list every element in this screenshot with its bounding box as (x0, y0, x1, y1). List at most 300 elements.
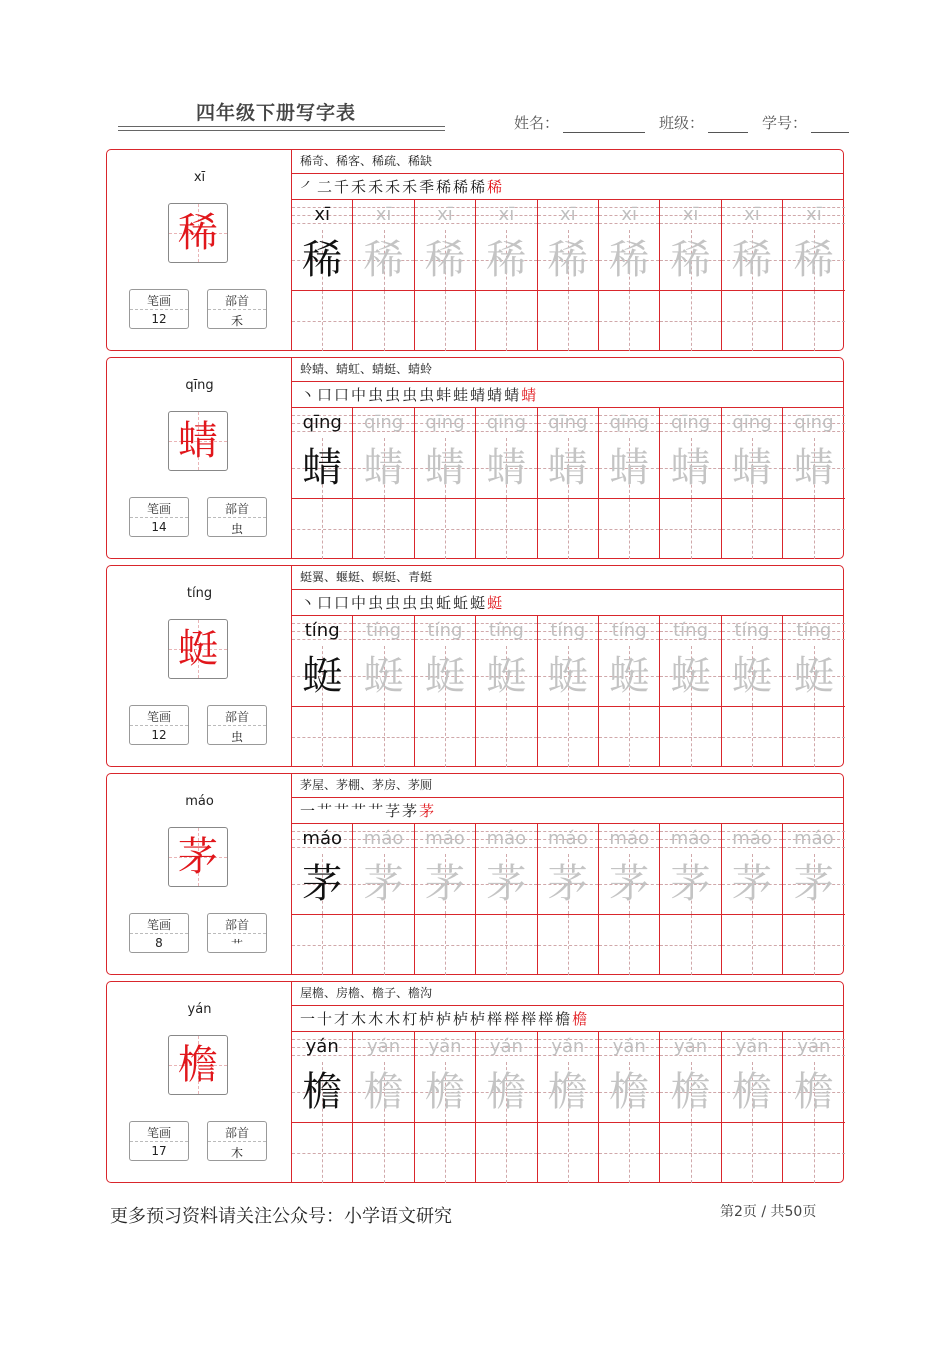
blank-practice-cell[interactable] (722, 291, 783, 351)
blank-practice-cell[interactable] (353, 1123, 414, 1183)
blank-practice-cell[interactable] (292, 291, 353, 351)
tracing-cell[interactable] (353, 438, 414, 499)
tracing-cell[interactable] (722, 854, 783, 915)
pinyin-practice-cell[interactable] (353, 408, 414, 438)
pinyin-trace: qīng (670, 412, 711, 433)
name-field[interactable] (514, 112, 645, 133)
pinyin-practice-cell[interactable] (292, 616, 353, 646)
blank-practice-cell[interactable] (538, 915, 599, 975)
stroke-order (300, 800, 436, 821)
character-summary (107, 358, 292, 558)
pinyin-practice-cell[interactable] (476, 408, 537, 438)
stroke-count-value: 12 (151, 312, 167, 326)
character-trace: 蜓 (731, 653, 772, 699)
character-summary (107, 566, 292, 766)
title-underline-bottom (118, 130, 445, 131)
tracing-cell[interactable] (476, 230, 537, 291)
worksheet-title: 四年级下册写字表 (196, 102, 357, 124)
character-trace: 蜻 (302, 445, 343, 491)
character-trace: 蜻 (547, 445, 588, 491)
radical-value: 虫 (230, 730, 243, 744)
stroke-step: 禾 (368, 178, 386, 196)
blank-practice-cell[interactable] (415, 1123, 476, 1183)
blank-practice-cell[interactable] (660, 291, 721, 351)
example-words: 茅屋、茅棚、茅房、茅厕 (300, 778, 433, 792)
character-summary (107, 982, 292, 1182)
stroke-step: 虫 (419, 386, 437, 404)
stroke-step: 茅 (402, 802, 420, 820)
tracing-cell[interactable] (353, 1062, 414, 1123)
pinyin-practice-cell[interactable] (538, 824, 599, 854)
character-box (168, 1035, 228, 1095)
blank-practice-cell[interactable] (722, 1123, 783, 1183)
pinyin-trace: máo (425, 828, 465, 849)
blank-practice-cell[interactable] (292, 499, 353, 559)
pinyin-practice-cell[interactable] (722, 408, 783, 438)
pinyin-trace: qīng (548, 412, 588, 433)
character-trace: 茅 (424, 861, 465, 907)
pinyin-practice-cell[interactable] (722, 616, 783, 646)
pinyin-trace: tíng (488, 620, 524, 641)
blank-practice-cell[interactable] (538, 1123, 599, 1183)
stroke-step: 榉 (504, 1010, 522, 1028)
blank-practice-cell[interactable] (476, 291, 537, 351)
stroke-step: 艹 (368, 802, 386, 820)
stroke-step: 虫 (385, 594, 403, 612)
character-glyph: 檐 (178, 1042, 218, 1088)
stroke-step: 虫 (402, 594, 420, 612)
blank-practice-cell[interactable] (660, 915, 721, 975)
character-trace: 稀 (302, 237, 343, 283)
tracing-cell[interactable] (722, 646, 783, 707)
pinyin-trace: máo (486, 828, 527, 849)
pinyin-practice-cell[interactable] (353, 1032, 414, 1062)
tracing-cell[interactable] (292, 854, 353, 915)
character-trace: 蜓 (547, 653, 588, 699)
stroke-step: 木 (385, 1010, 403, 1028)
stroke-step: 蚯 (436, 594, 454, 612)
stroke-step: 虫 (419, 594, 437, 612)
stroke-step: 虫 (368, 386, 386, 404)
pinyin-trace: qīng (425, 412, 465, 433)
pinyin-trace: tíng (366, 620, 402, 641)
name-blank[interactable] (563, 116, 645, 133)
example-words: 稀奇、稀客、稀疏、稀缺 (300, 154, 433, 168)
pinyin-trace: tíng (550, 620, 586, 641)
stroke-step: 虫 (402, 386, 420, 404)
radical-box (207, 705, 267, 745)
stroke-step: 蚌 (436, 386, 454, 404)
character-trace: 蜓 (302, 653, 343, 699)
tracing-cell[interactable] (415, 1062, 476, 1123)
blank-practice-cell[interactable] (353, 707, 414, 767)
character-box (168, 827, 228, 887)
blank-practice-cell[interactable] (292, 915, 353, 975)
pinyin-practice-cell[interactable] (599, 408, 660, 438)
blank-practice-cell[interactable] (783, 291, 844, 351)
pinyin-practice-cell[interactable] (476, 1032, 537, 1062)
character-glyph: 蜓 (178, 626, 218, 672)
tracing-cell[interactable] (353, 646, 414, 707)
blank-practice-cell[interactable] (722, 915, 783, 975)
pinyin-practice-cell[interactable] (292, 1032, 353, 1062)
pinyin-trace: yán (797, 1036, 831, 1057)
class-field[interactable] (659, 112, 748, 133)
character-trace: 檐 (486, 1069, 527, 1115)
number-field[interactable] (762, 112, 849, 133)
character-trace: 檐 (609, 1069, 650, 1115)
stroke-step: 禾 (385, 178, 403, 196)
pinyin-practice-cell[interactable] (599, 1032, 660, 1062)
blank-practice-cell[interactable] (599, 915, 660, 975)
pinyin-practice-cell[interactable] (660, 616, 721, 646)
character-trace: 檐 (302, 1069, 343, 1115)
character-trace: 稀 (424, 237, 465, 283)
blank-practice-cell[interactable] (476, 1123, 537, 1183)
pinyin-practice-cell[interactable] (660, 824, 721, 854)
pinyin-trace: qīng (363, 412, 404, 433)
stroke-order (300, 384, 538, 405)
pinyin-practice-cell[interactable] (783, 200, 844, 230)
blank-practice-cell[interactable] (353, 915, 414, 975)
character-trace: 蜓 (486, 653, 527, 699)
blank-practice-cell[interactable] (722, 707, 783, 767)
stroke-step: 丶 (300, 386, 318, 404)
tracing-cell[interactable] (660, 230, 721, 291)
stroke-step: 蜻 (470, 386, 488, 404)
class-blank[interactable] (708, 116, 748, 133)
pinyin-practice-cell[interactable] (415, 1032, 476, 1062)
character-trace: 稀 (363, 237, 404, 283)
stroke-order (300, 1008, 589, 1029)
tracing-cell[interactable] (476, 1062, 537, 1123)
blank-practice-cell[interactable] (783, 915, 844, 975)
tracing-cell[interactable] (599, 438, 660, 499)
character-trace: 茅 (302, 861, 343, 907)
stroke-step: 秊 (419, 178, 437, 196)
student-fields (514, 112, 849, 133)
pinyin-trace: qīng (486, 412, 527, 433)
tracing-cell[interactable] (292, 230, 353, 291)
pinyin-practice-cell[interactable] (476, 616, 537, 646)
stroke-step: 稀 (453, 178, 471, 196)
pinyin-trace: xī (806, 204, 822, 225)
pinyin-practice-cell[interactable] (476, 824, 537, 854)
stroke-step: 朾 (402, 1010, 420, 1028)
pinyin-practice-cell[interactable] (538, 200, 599, 230)
character-trace: 蜓 (424, 653, 465, 699)
blank-practice-cell[interactable] (476, 499, 537, 559)
pinyin-trace: qīng (609, 412, 649, 433)
tracing-cell[interactable] (538, 646, 599, 707)
tracing-cell[interactable] (660, 854, 721, 915)
tracing-cell[interactable] (538, 230, 599, 291)
tracing-cell[interactable] (415, 854, 476, 915)
character-pinyin: máo (185, 794, 214, 809)
tracing-cell[interactable] (292, 646, 353, 707)
tracing-cell[interactable] (783, 646, 844, 707)
tracing-cell[interactable] (783, 854, 844, 915)
tracing-cell[interactable] (660, 1062, 721, 1123)
pinyin-practice-cell[interactable] (353, 616, 414, 646)
tracing-cell[interactable] (538, 854, 599, 915)
blank-practice-cell[interactable] (660, 707, 721, 767)
blank-practice-cell[interactable] (660, 1123, 721, 1183)
character-trace: 蜻 (486, 445, 527, 491)
stroke-step: 二 (317, 178, 335, 196)
pinyin-trace: máo (548, 828, 588, 849)
stroke-step: 栌 (470, 1010, 488, 1028)
blank-practice-cell[interactable] (783, 499, 844, 559)
pinyin-trace: máo (302, 828, 342, 849)
tracing-cell[interactable] (415, 230, 476, 291)
stroke-count-box (129, 289, 189, 329)
tracing-cell[interactable] (538, 1062, 599, 1123)
pinyin-trace: qīng (732, 412, 772, 433)
stroke-step: 艹 (351, 802, 369, 820)
pinyin-trace: yán (551, 1036, 585, 1057)
pinyin-trace: xī (437, 204, 453, 225)
character-card (106, 149, 844, 351)
tracing-cell[interactable] (783, 230, 844, 291)
stroke-step: 榉 (487, 1010, 505, 1028)
blank-practice-cell[interactable] (722, 499, 783, 559)
pinyin-trace: yán (735, 1036, 769, 1057)
blank-practice-cell[interactable] (353, 291, 414, 351)
stroke-step: 栌 (453, 1010, 471, 1028)
character-trace: 稀 (731, 237, 772, 283)
tracing-cell[interactable] (783, 438, 844, 499)
pinyin-trace: qīng (794, 412, 834, 433)
pinyin-practice-cell[interactable] (538, 1032, 599, 1062)
pinyin-practice-cell[interactable] (660, 200, 721, 230)
title-underline-top (118, 126, 445, 127)
pinyin-trace: tíng (427, 620, 463, 641)
blank-practice-cell[interactable] (476, 915, 537, 975)
pinyin-trace: tíng (304, 620, 340, 641)
blank-practice-cell[interactable] (599, 499, 660, 559)
character-card (106, 773, 844, 975)
pinyin-practice-cell[interactable] (353, 200, 414, 230)
tracing-cell[interactable] (660, 646, 721, 707)
tracing-cell[interactable] (599, 854, 660, 915)
pinyin-practice-cell[interactable] (292, 200, 353, 230)
blank-practice-cell[interactable] (660, 499, 721, 559)
stroke-step: 稀 (436, 178, 454, 196)
stroke-step: 稀 (470, 178, 488, 196)
blank-practice-cell[interactable] (599, 1123, 660, 1183)
stroke-step: 艹 (334, 802, 352, 820)
tracing-cell[interactable] (538, 438, 599, 499)
tracing-cell[interactable] (353, 230, 414, 291)
stroke-order (300, 176, 504, 197)
tracing-cell[interactable] (292, 438, 353, 499)
pinyin-practice-cell[interactable] (660, 1032, 721, 1062)
pinyin-practice-cell[interactable] (783, 408, 844, 438)
stroke-step: 虫 (385, 386, 403, 404)
pinyin-practice-cell[interactable] (783, 1032, 844, 1062)
pinyin-trace: tíng (734, 620, 770, 641)
stroke-step: 芓 (385, 802, 403, 820)
pinyin-trace: máo (794, 828, 834, 849)
character-trace: 蜻 (424, 445, 465, 491)
stroke-step: 禾 (351, 178, 369, 196)
pinyin-trace: yán (612, 1036, 646, 1057)
character-trace: 蜓 (609, 653, 650, 699)
character-trace: 檐 (363, 1069, 404, 1115)
blank-practice-cell[interactable] (476, 707, 537, 767)
example-words: 蛉蜻、蜻虹、蜻蜓、蜻蛉 (300, 362, 433, 376)
stroke-step: 蜻 (521, 386, 539, 404)
pinyin-practice-cell[interactable] (415, 616, 476, 646)
pinyin-practice-cell[interactable] (538, 408, 599, 438)
blank-practice-cell[interactable] (599, 707, 660, 767)
pinyin-practice-cell[interactable] (415, 200, 476, 230)
blank-practice-cell[interactable] (415, 291, 476, 351)
pinyin-practice-cell[interactable] (722, 200, 783, 230)
stroke-count-label: 笔画 (146, 294, 171, 308)
character-trace: 茅 (486, 861, 527, 907)
tracing-cell[interactable] (353, 854, 414, 915)
pinyin-practice-cell[interactable] (783, 616, 844, 646)
tracing-cell[interactable] (476, 646, 537, 707)
tracing-cell[interactable] (660, 438, 721, 499)
pinyin-practice-cell[interactable] (476, 200, 537, 230)
stroke-step: 蜻 (487, 386, 505, 404)
character-trace: 蜻 (363, 445, 404, 491)
pinyin-trace: yán (489, 1036, 523, 1057)
tracing-cell[interactable] (476, 854, 537, 915)
pinyin-practice-cell[interactable] (599, 200, 660, 230)
stroke-count-label: 笔画 (146, 710, 171, 724)
pinyin-practice-cell[interactable] (353, 824, 414, 854)
tracing-cell[interactable] (415, 646, 476, 707)
radical-label: 部首 (224, 502, 249, 516)
pinyin-trace: máo (609, 828, 649, 849)
tracing-cell[interactable] (599, 230, 660, 291)
character-trace: 茅 (547, 861, 588, 907)
pinyin-practice-cell[interactable] (292, 408, 353, 438)
stroke-step: 丶 (300, 594, 318, 612)
blank-practice-cell[interactable] (292, 707, 353, 767)
tracing-cell[interactable] (599, 1062, 660, 1123)
blank-practice-cell[interactable] (783, 1123, 844, 1183)
pinyin-practice-cell[interactable] (415, 408, 476, 438)
character-pinyin: xī (193, 170, 206, 185)
pinyin-practice-cell[interactable] (599, 616, 660, 646)
tracing-cell[interactable] (722, 1062, 783, 1123)
pinyin-practice-cell[interactable] (292, 824, 353, 854)
stroke-step: 木 (351, 1010, 369, 1028)
tracing-cell[interactable] (783, 1062, 844, 1123)
stroke-step: 榉 (538, 1010, 556, 1028)
blank-practice-cell[interactable] (353, 499, 414, 559)
pinyin-practice-cell[interactable] (783, 824, 844, 854)
page-indicator: 第2页 / 共50页 (720, 1204, 817, 1220)
character-trace: 稀 (793, 237, 834, 283)
pinyin-trace: yán (428, 1036, 462, 1057)
pinyin-trace: máo (732, 828, 772, 849)
radical-value: 虫 (230, 522, 243, 536)
stroke-step: 口 (334, 386, 352, 404)
blank-practice-cell[interactable] (538, 499, 599, 559)
character-trace: 蜓 (670, 653, 711, 699)
blank-practice-cell[interactable] (783, 707, 844, 767)
example-words: 蜓翼、蝘蜓、螟蜓、青蜓 (300, 570, 433, 584)
tracing-cell[interactable] (722, 438, 783, 499)
character-trace: 蜓 (793, 653, 834, 699)
radical-label: 部首 (224, 918, 249, 932)
character-pinyin: tíng (186, 586, 213, 601)
character-glyph: 稀 (178, 210, 218, 256)
stroke-step: 蜓 (487, 594, 505, 612)
stroke-step: 千 (334, 178, 352, 196)
number-blank[interactable] (811, 116, 849, 133)
pinyin-practice-cell[interactable] (722, 824, 783, 854)
tracing-cell[interactable] (415, 438, 476, 499)
stroke-step: 一 (300, 1010, 318, 1028)
pinyin-practice-cell[interactable] (599, 824, 660, 854)
pinyin-trace: xī (559, 204, 576, 225)
character-card (106, 357, 844, 559)
pinyin-trace: qīng (302, 412, 342, 433)
blank-practice-cell[interactable] (415, 915, 476, 975)
pinyin-trace: máo (670, 828, 711, 849)
character-trace: 稀 (609, 237, 650, 283)
tracing-cell[interactable] (722, 230, 783, 291)
blank-practice-cell[interactable] (415, 707, 476, 767)
radical-label: 部首 (224, 294, 249, 308)
radical-label: 部首 (224, 1126, 249, 1140)
pinyin-practice-cell[interactable] (722, 1032, 783, 1062)
tracing-cell[interactable] (292, 1062, 353, 1123)
pinyin-practice-cell[interactable] (538, 616, 599, 646)
example-words: 屋檐、房檐、檐子、檐沟 (300, 986, 433, 1000)
character-trace: 稀 (670, 237, 711, 283)
pinyin-trace: xī (621, 204, 638, 225)
blank-practice-cell[interactable] (415, 499, 476, 559)
character-trace: 檐 (424, 1069, 465, 1115)
character-trace: 蜓 (363, 653, 404, 699)
pinyin-practice-cell[interactable] (660, 408, 721, 438)
pinyin-trace: tíng (673, 620, 709, 641)
blank-practice-cell[interactable] (538, 707, 599, 767)
pinyin-trace: máo (363, 828, 404, 849)
class-label: 班级： (659, 114, 705, 132)
stroke-order (300, 592, 504, 613)
tracing-cell[interactable] (476, 438, 537, 499)
stroke-step: 稀 (487, 178, 505, 196)
tracing-cell[interactable] (599, 646, 660, 707)
blank-practice-cell[interactable] (599, 291, 660, 351)
radical-value: 木 (230, 1146, 243, 1160)
blank-practice-cell[interactable] (292, 1123, 353, 1183)
character-trace: 檐 (731, 1069, 772, 1115)
character-card (106, 565, 844, 767)
pinyin-trace: tíng (796, 620, 832, 641)
stroke-step: 十 (317, 1010, 335, 1028)
character-trace: 蜻 (731, 445, 772, 491)
stroke-count-value: 14 (151, 520, 167, 534)
blank-practice-cell[interactable] (538, 291, 599, 351)
footer-promo: 更多预习资料请关注公众号：小学语文研究 (110, 1206, 452, 1227)
stroke-step: 蛙 (453, 386, 471, 404)
pinyin-practice-cell[interactable] (415, 824, 476, 854)
character-box (168, 411, 228, 471)
stroke-step: 口 (317, 594, 335, 612)
radical-box (207, 1121, 267, 1161)
stroke-step: 榉 (521, 1010, 539, 1028)
